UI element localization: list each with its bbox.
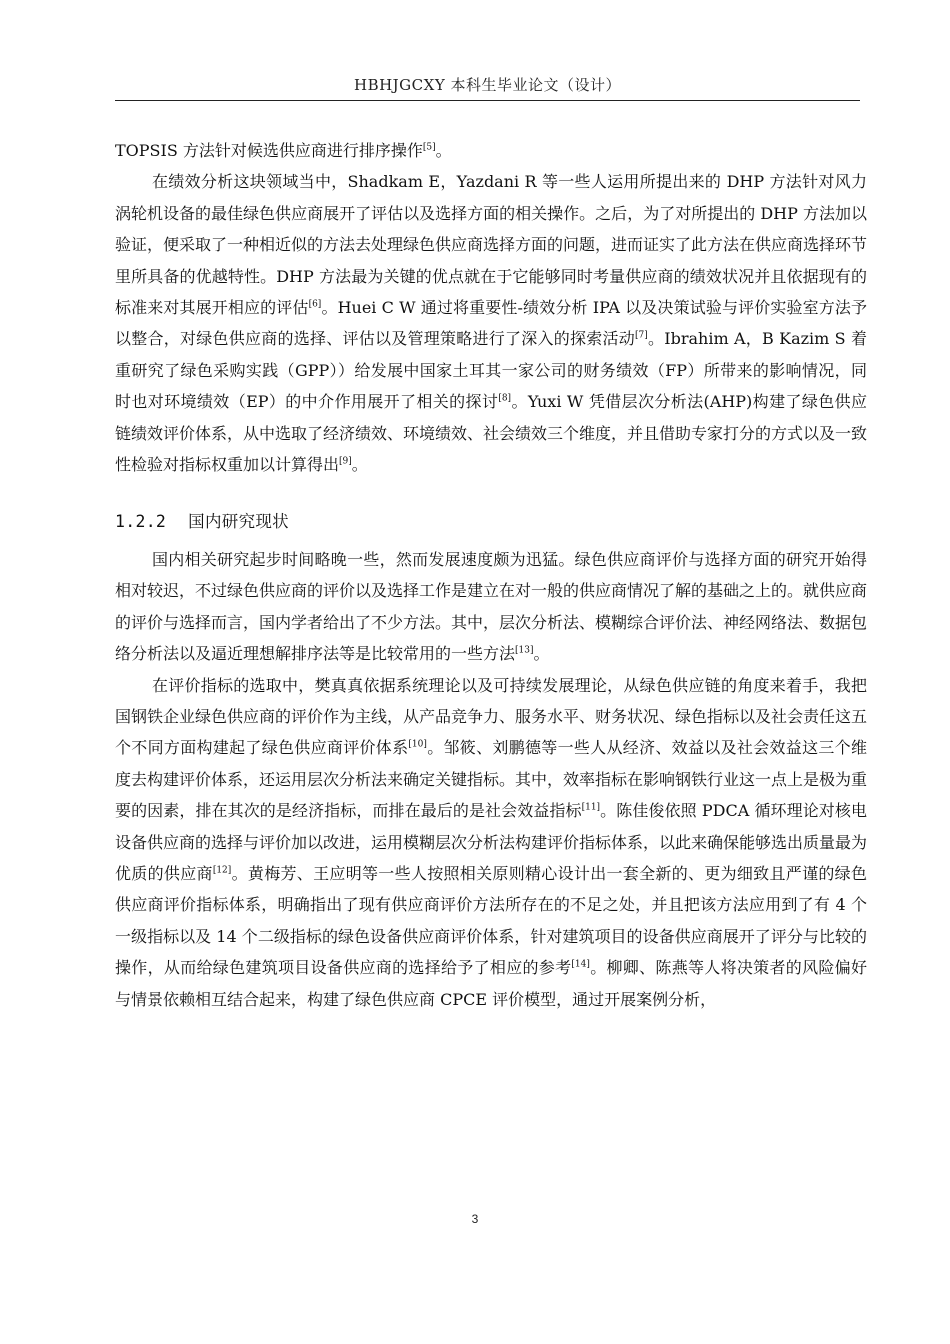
section-heading	[115, 506, 867, 537]
paragraph-2	[115, 166, 867, 480]
paragraph-text: 。	[435, 141, 452, 160]
citation: [6]	[308, 299, 322, 310]
paragraph-text: 。黄梅芳、王应明等一些人按照相关原则精心设计出一套全新的、更为细致且严谨的绿色供应商评价指标体系，明确指出了现有供应商评价方法所存在的不足之处，并且把该方法应用到了有 4 个一级指标以及 14 个二级指标的绿色设备供应商评价体系，针对建筑项目的设备供应商展开了评分与比较的操作，从而给绿色建筑项目设备供应商的选择给予了相应的参考	[115, 863, 867, 978]
citation: [13]	[515, 645, 534, 656]
paragraph-text: 。Yuxi W 凭借层次分析法(AHP)构建了绿色供应链绩效评价体系，从中选取了经济绩效、环境绩效、社会绩效三个维度，并且借助专家打分的方式以及一致性检验对指标权重加以计算得出	[115, 392, 868, 475]
paragraph-text: 在绩效分析这块领域当中，Shadkam E，Yazdani R 等一些人运用所提出来的 DHP 方法针对风力涡轮机设备的最佳绿色供应商展开了评估以及选择方面的相关操作。之后，为了对所提出的 DHP 方法加以验证，便采取了一种相近似的方法去处理绿色供应商选择方面的问题，进而证实了此方法在供应商选择环节里所具备的优越特性。DHP 方法最为关键的优点就在于它能够同时考量供应商的绩效状况并且依据现有的标准来对其展开相应的评估	[115, 172, 868, 318]
paragraph-text: 。Huei C W 通过将重要性-绩效分析 IPA 以及决策试验与评价实验室方法予以整合，对绿色供应商的选择、评估以及管理策略进行了深入的探索活动	[115, 298, 867, 349]
section-title: 国内研究现状	[188, 512, 289, 532]
paragraph-text: TOPSIS 方法针对候选供应商进行排序操作	[115, 141, 423, 160]
citation: [10]	[408, 739, 427, 750]
header-rule	[115, 100, 860, 101]
citation: [11]	[581, 802, 601, 813]
page-header: HBHJGCXY 本科生毕业论文（设计）	[353, 76, 621, 94]
citation: [12]	[212, 865, 232, 876]
paragraph-text: 。陈佳俊依照 PDCA 循环理论对核电设备供应商的选择与评价加以改进，运用模糊层次分析法构建评价指标体系，以此来确保能够选出质量最为优质的供应商	[115, 801, 868, 883]
citation: [9]	[339, 456, 352, 467]
paragraph-text: 。	[533, 644, 550, 664]
section-number: 1.2.2	[115, 512, 167, 532]
paragraph-text: 。邹筱、刘鹏德等一些人从经济、效益以及社会效益这三个维度去构建评价体系，还运用层次分析法来确定关键指标。其中，效率指标在影响钢铁行业这一点上是极为重要的因素，排在其次的是经济指标，而排在最后的是社会效益指标	[115, 738, 868, 821]
body-text	[115, 135, 867, 1015]
citation: [14]	[571, 959, 590, 970]
paragraph-text: 。	[351, 455, 368, 475]
paragraph-1	[115, 135, 867, 166]
paragraph-text: 。Ibrahim A，B Kazim S 着重研究了绿色采购实践（GPP））给发展中国家土耳其一家公司的财务绩效（FP）所带来的影响情况，同时也对环境绩效（EP）的中介作用展开了相关的探讨	[115, 329, 867, 412]
paragraph-text: 在评价指标的选取中，樊真真依据系统理论以及可持续发展理论，从绿色供应链的角度来着手，我把国钢铁企业绿色供应商的评价作为主线，从产品竞争力、服务水平、财务状况、绿色指标以及社会责任这五个不同方面构建起了绿色供应商评价体系	[115, 675, 868, 758]
citation: [8]	[498, 393, 512, 404]
citation: [5]	[422, 142, 436, 153]
paragraph-text: 。柳卿、陈燕等人将决策者的风险偏好与情景依赖相互结合起来，构建了绿色供应商 CPCE 评价模型，通过开展案例分析，	[115, 958, 867, 1009]
paragraph-text: 国内相关研究起步时间略晚一些，然而发展速度颇为迅猛。绿色供应商评价与选择方面的研究开始得相对较迟，不过绿色供应商的评价以及选择工作是建立在对一般的供应商情况了解的基础之上的。就供应商的评价与选择而言，国内学者给出了不少方法。其中，层次分析法、模糊综合评价法、神经网络法、数据包络分析法以及逼近理想解排序法等是比较常用的一些方法	[115, 549, 868, 664]
paragraph-4	[115, 670, 867, 1015]
citation: [7]	[635, 331, 648, 342]
paragraph-3	[115, 544, 867, 670]
page-number: 3	[471, 1212, 479, 1226]
